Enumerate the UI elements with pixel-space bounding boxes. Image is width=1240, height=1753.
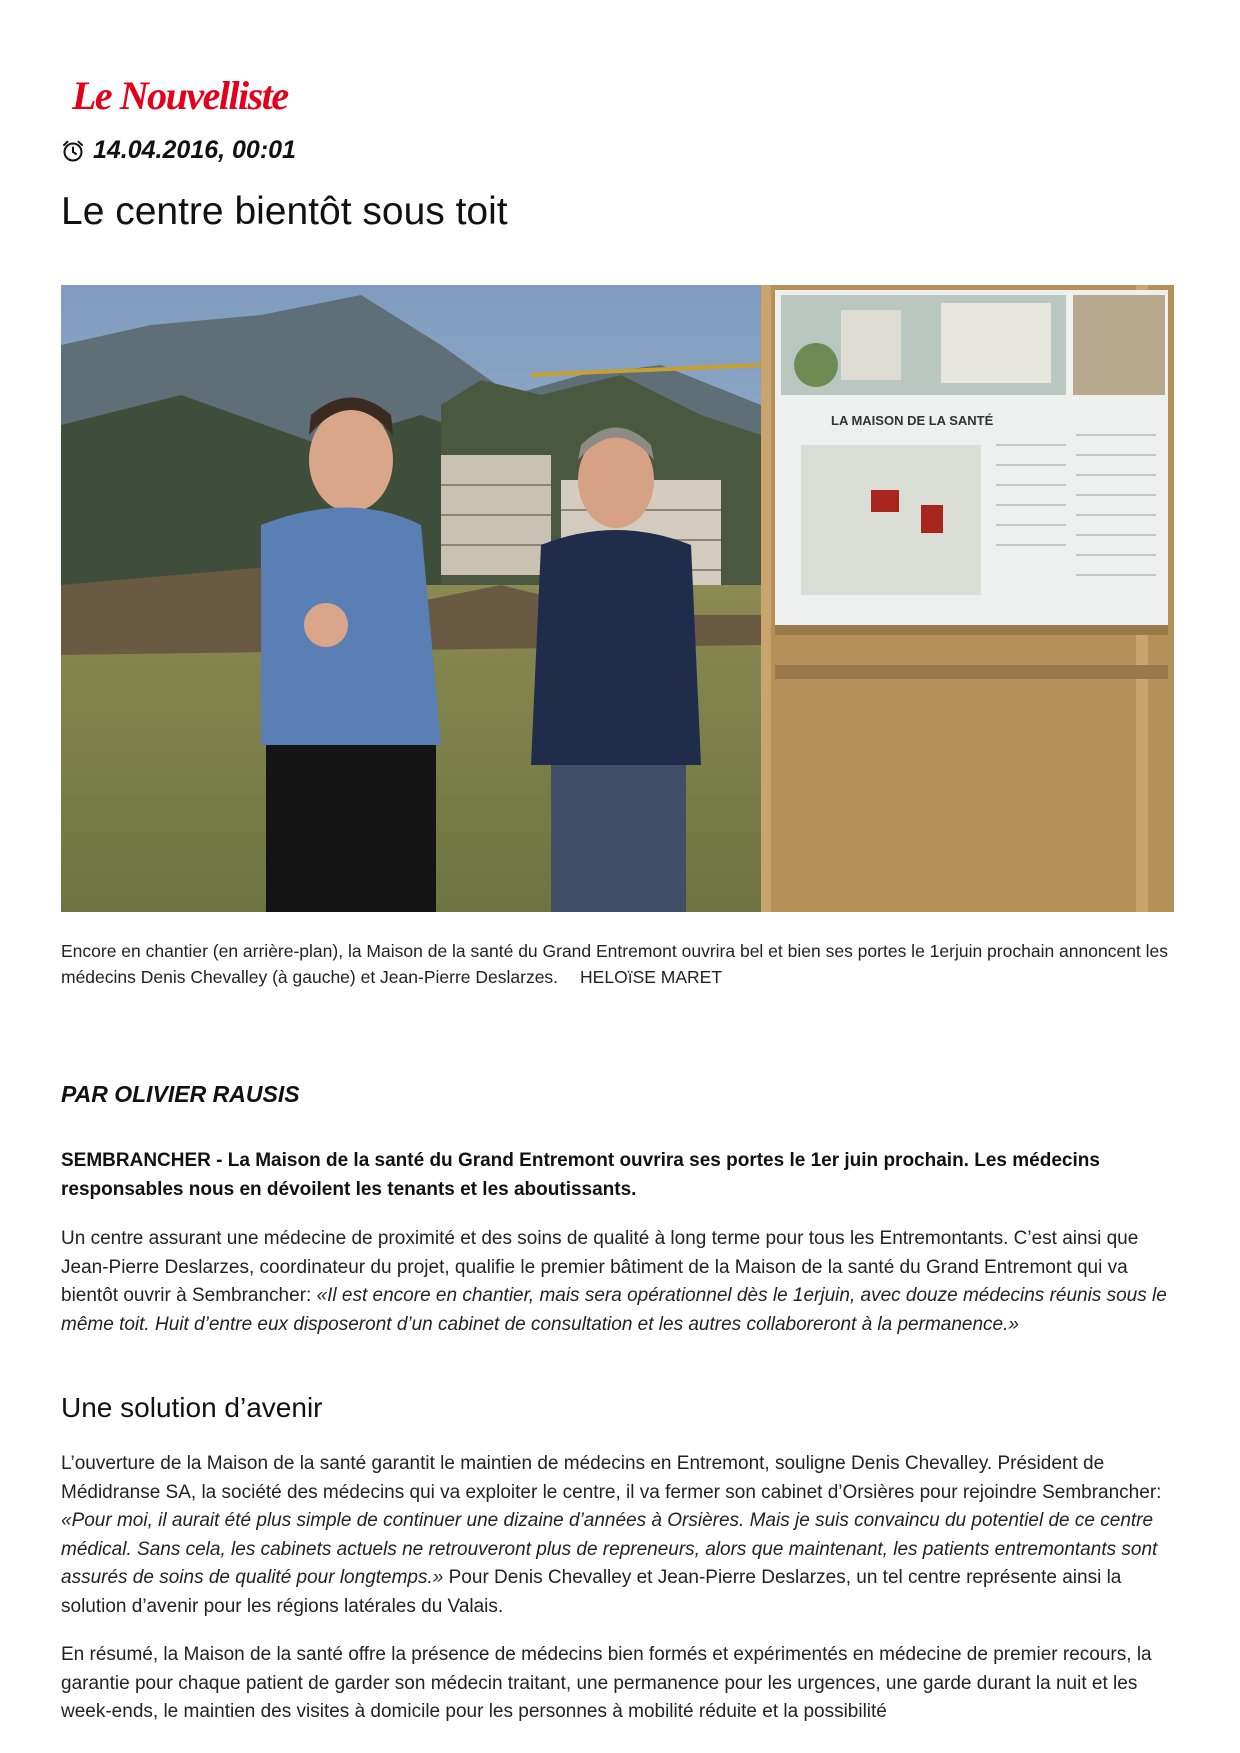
section-heading: Une solution d’avenir <box>61 1392 323 1423</box>
article-photo <box>61 285 1174 912</box>
photo-credit: HELOïSE MARET <box>580 967 723 987</box>
article-lede: SEMBRANCHER - La Maison de la santé du Grand Entremont ouvrira ses portes le 1er juin prochain. Les médecins responsables nous en dévoilent les tenants et les aboutissants. <box>61 1150 1100 1200</box>
article-title: Le centre bientôt sous toit <box>61 190 508 233</box>
brand-logo[interactable]: Le Nouvelliste <box>72 73 288 118</box>
caption-text: Encore en chantier (en arrière-plan), la Maison de la santé du Grand Entremont ouvrira bel et bien ses portes le 1erjuin prochain annoncent les médecins Denis Chevalley (à gauche) et Jean-Pierre Deslarzes. <box>61 941 1169 987</box>
sign-board <box>761 285 1174 912</box>
article-dateline <box>61 136 296 165</box>
paragraph-3: En résumé, la Maison de la santé offre la présence de médecins bien formés et expérimentés en médecine de premier recours, la garantie pour chaque patient de garder son médecin traitant, une permanence pour les urgences, une garde durant la nuit et les week-ends, le maintien des visites à domicile pour les personnes à mobilité réduite et la possibilité <box>61 1644 1152 1722</box>
article-byline: PAR OLIVIER RAUSIS <box>61 1081 300 1107</box>
paragraph-2-quote: «Pour moi, il aurait été plus simple de continuer une dizaine d’années à Orsières. Mais je suis convaincu du potentiel de ce centre médical. Sans cela, les cabinets actuels ne retrouveront plus de repreneurs, alors que maintenant, les patients entremontants sont assurés de soins de qualité pour longtemps.» <box>61 1510 1158 1588</box>
paragraph-1-text: Un centre assurant une médecine de proximité et des soins de qualité à long terme pour tous les Entremontants. C’est ainsi que Jean-Pierre Deslarzes, coordinateur du projet, qualifie le premier bâtiment de la Maison de la santé du Grand Entremont qui va bientôt ouvrir à Sembrancher: <box>61 1228 1139 1306</box>
paragraph-2-text: L’ouverture de la Maison de la santé garantit le maintien de médecins en Entremont, souligne Denis Chevalley. Président de Médidranse SA, la société des médecins qui va exploiter le centre, il va fermer son cabinet d’Orsières pour rejoindre Sembrancher: <box>61 1453 1162 1503</box>
paragraph-2-after: Pour Denis Chevalley et Jean-Pierre Deslarzes, un tel centre représente ainsi la solution d’avenir pour les régions latérales du Valais. <box>61 1567 1122 1617</box>
article-date: 14.04.2016, 00:01 <box>93 136 296 164</box>
paragraph-1 <box>61 1225 1179 1339</box>
board-title: LA MAISON DE LA SANTÉ <box>831 413 994 428</box>
alarm-clock-icon <box>61 139 85 163</box>
paragraph-1-quote: «Il est encore en chantier, mais sera opérationnel dès le 1erjuin, avec douze médecins réunis sous le même toit. Huit d’entre eux disposeront d’un cabinet de consultation et les autres collaboreront à la permanence.» <box>61 1285 1167 1335</box>
paragraph-2 <box>61 1450 1179 1621</box>
photo-caption <box>61 938 1179 990</box>
